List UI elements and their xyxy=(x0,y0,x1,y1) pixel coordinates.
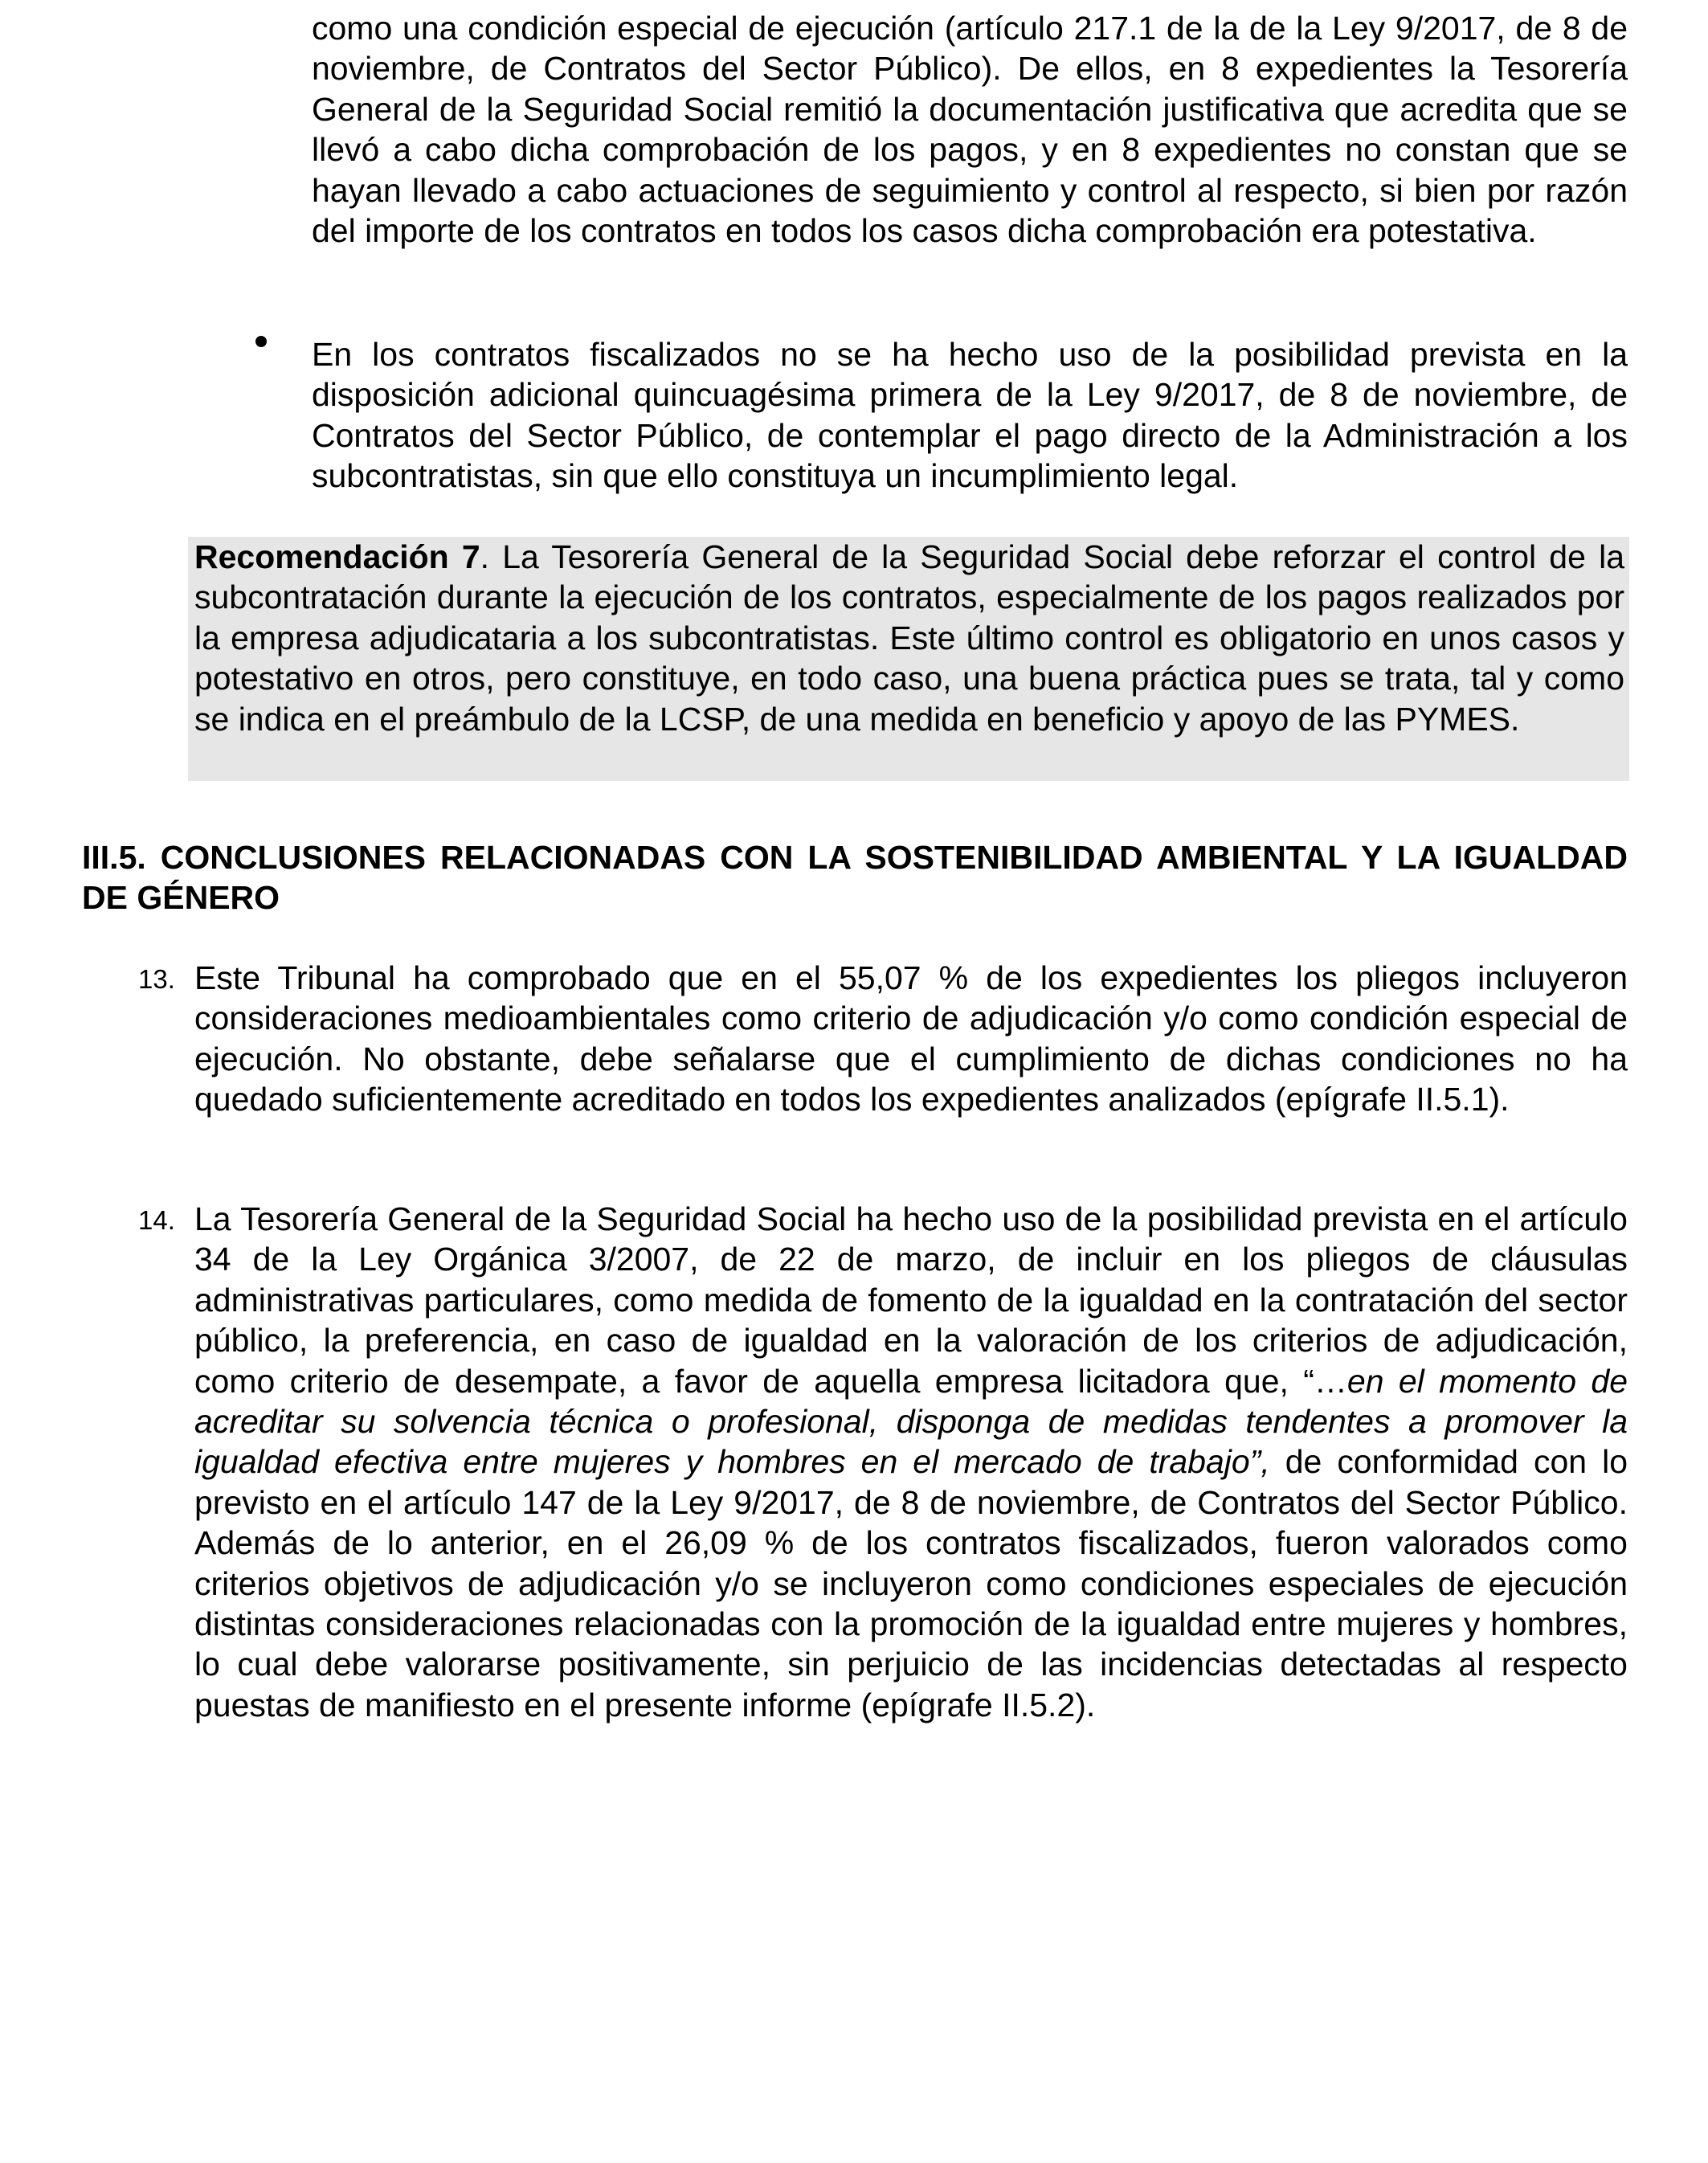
bullet-paragraph: En los contratos fiscalizados no se ha hecho uso de la posibilidad prevista en la disposición adicional quincuagésima primera de la Ley 9/2017, de 8 de noviembre, de Contratos del Sector Público, de contemplar el pago directo de la Administración a los subcontratistas, sin que ello constituya un incumplimiento legal. xyxy=(312,336,1628,495)
continuation-paragraph: como una condición especial de ejecución (artículo 217.1 de la de la Ley 9/2017, de 8 de noviembre, de Contratos del Sector Público). De ellos, en 8 expedientes la Tesorería General de la Seguridad Social remitió la documentación justificativa que acredita que se llevó a cabo dicha comprobación de los pagos, y en 8 expedientes no constan que se hayan llevado a cabo actuaciones de seguimiento y control al respecto, si bien por razón del importe de los contratos en todos los casos dicha comprobación era potestativa. xyxy=(312,10,1628,250)
section-heading: III.5. CONCLUSIONES RELACIONADAS CON LA SOSTENIBILIDAD AMBIENTAL Y LA IGUALDAD DE GÉNERO xyxy=(82,839,1628,917)
item-13-paragraph: Este Tribunal ha comprobado que en el 55,07 % de los expedientes los pliegos incluyeron consideraciones medioambientales como criterio de adjudicación y/o como condición especial de ejecución. No obstante, debe señalarse que el cumplimiento de dichas condiciones no ha quedado suficientemente acreditado en todos los expedientes analizados (epígrafe II.5.1). xyxy=(194,959,1628,1118)
recommendation-label: Recomendación 7 xyxy=(194,538,480,575)
bullet-icon xyxy=(255,336,267,347)
item-14-quote: en el momento de acreditar su solvencia técnica o profesional, disponga de medidas tendentes a promover la igualdad efectiva entre mujeres y hombres en el mercado de trabajo”, xyxy=(194,1362,1628,1481)
recommendation-paragraph xyxy=(194,537,1624,739)
item-14-text-after: de conformidad con lo previsto en el artículo 147 de la Ley 9/2017, de 8 de noviembre, de Contratos del Sector Público. Además de lo anterior, en el 26,09 % de los contratos fiscalizados, fueron valorados como criterios objetivos de adjudicación y/o se incluyeron como condiciones especiales de ejecución distintas consideraciones relacionadas con la promoción de la igualdad entre mujeres y hombres, lo cual debe valorarse positivamente, sin perjuicio de las incidencias detectadas al respecto puestas de manifiesto en el presente informe (epígrafe II.5.2). xyxy=(194,1443,1628,1723)
item-14-text-before: La Tesorería General de la Seguridad Social ha hecho uso de la posibilidad prevista en el artículo 34 de la Ley Orgánica 3/2007, de 22 de marzo, de incluir en los pliegos de cláusulas administrativas particulares, como medida de fomento de la igualdad en la contratación del sector público, la preferencia, en caso de igualdad en la valoración de los criterios de adjudicación, como criterio de desempate, a favor de aquella empresa licitadora que, “… xyxy=(194,1200,1628,1400)
item-number-13: 13. xyxy=(138,964,175,994)
item-14-paragraph xyxy=(194,1199,1628,1725)
recommendation-text: . La Tesorería General de la Seguridad Social debe reforzar el control de la subcontratación durante la ejecución de los contratos, especialmente de los pagos realizados por la empresa adjudicataria a los subcontratistas. Este último control es obligatorio en unos casos y potestativo en otros, pero constituye, en todo caso, una buena práctica pues se trata, tal y como se indica en el preámbulo de la LCSP, de una medida en beneficio y apoyo de las PYMES. xyxy=(194,538,1624,738)
item-number-14: 14. xyxy=(138,1205,175,1235)
